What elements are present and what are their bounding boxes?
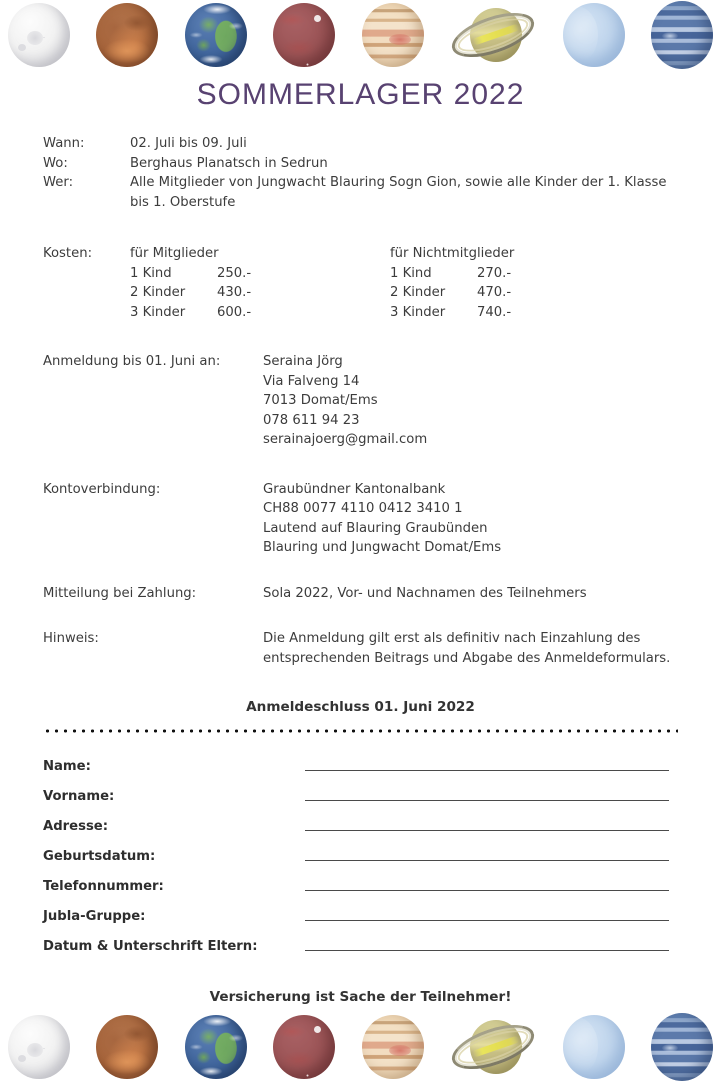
costs-nonmembers-count-2: 2 Kinder bbox=[390, 285, 446, 300]
bank-label: Kontoverbindung: bbox=[43, 481, 161, 497]
when-label: Wann: bbox=[43, 136, 85, 151]
where-value: Berghaus Planatsch in Sedrun bbox=[130, 155, 328, 171]
costs-nonmembers-header: für Nichtmitglieder bbox=[390, 246, 515, 261]
payment-note-section bbox=[43, 584, 678, 604]
where-label: Wo: bbox=[43, 155, 68, 171]
registration-section bbox=[43, 352, 678, 450]
hint-line-2: entsprechenden Beitrags und Abgabe des Anmeldeformulars. bbox=[263, 650, 671, 666]
form-label-jubla-gruppe: Jubla-Gruppe: bbox=[43, 909, 146, 924]
registration-label: Anmeldung bis 01. Juni an: bbox=[43, 354, 221, 369]
costs-members-amount-1: 250.- bbox=[217, 265, 252, 281]
who-value bbox=[130, 173, 678, 212]
form-label-adresse: Adresse: bbox=[43, 819, 109, 834]
form-label-telefonnummer: Telefonnummer: bbox=[43, 879, 164, 894]
costs-members-row-3 bbox=[130, 303, 390, 323]
dotted-cut-line bbox=[43, 729, 678, 733]
costs-members-column bbox=[130, 244, 390, 322]
mercury-icon bbox=[8, 1015, 70, 1079]
hint-section bbox=[43, 629, 678, 668]
registration-email: serainajoerg@gmail.com bbox=[263, 432, 428, 447]
form-row-vorname bbox=[43, 778, 678, 808]
planet-strip-top bbox=[0, 0, 721, 70]
registration-form bbox=[43, 748, 678, 958]
form-input-vorname[interactable] bbox=[305, 800, 669, 801]
costs-nonmembers-amount-2: 470.- bbox=[477, 285, 512, 300]
form-label-datum-unterschrift: Datum & Unterschrift Eltern: bbox=[43, 939, 258, 954]
saturn-icon bbox=[450, 1013, 536, 1081]
info-row-where bbox=[43, 154, 678, 174]
bank-name: Graubündner Kantonalbank bbox=[263, 481, 446, 497]
document-body bbox=[0, 134, 721, 1007]
bank-holder-line-1: Lautend auf Blauring Graubünden bbox=[263, 520, 488, 536]
costs-members-count-2: 2 Kinder bbox=[130, 285, 186, 300]
info-row-when bbox=[43, 134, 678, 154]
jupiter-icon bbox=[362, 3, 424, 67]
who-label: Wer: bbox=[43, 175, 74, 190]
form-label-vorname: Vorname: bbox=[43, 789, 115, 804]
neptune-icon bbox=[651, 1013, 713, 1081]
costs-nonmembers-column bbox=[390, 244, 650, 322]
costs-label: Kosten: bbox=[43, 246, 93, 261]
who-value-line-1: Alle Mitglieder von Jungwacht Blauring Sogn Gion, sowie alle Kinder der 1. Klasse bbox=[130, 175, 667, 190]
form-row-geburtsdatum bbox=[43, 838, 678, 868]
mercury-icon bbox=[8, 3, 70, 67]
form-label-geburtsdatum: Geburtsdatum: bbox=[43, 849, 156, 864]
hint-label: Hinweis: bbox=[43, 631, 99, 646]
uranus-icon bbox=[563, 3, 625, 67]
uranus-icon bbox=[563, 1015, 625, 1079]
costs-nonmembers-count-3: 3 Kinder bbox=[390, 304, 446, 320]
form-input-jubla-gruppe[interactable] bbox=[305, 920, 669, 921]
costs-nonmembers-amount-3: 740.- bbox=[477, 304, 512, 320]
form-input-adresse[interactable] bbox=[305, 830, 669, 831]
red-planet-icon bbox=[273, 3, 335, 67]
costs-nonmembers-count-1: 1 Kind bbox=[390, 265, 432, 281]
form-row-jubla-gruppe bbox=[43, 898, 678, 928]
deadline-text: Anmeldeschluss 01. Juni 2022 bbox=[246, 699, 475, 715]
costs-members-amount-2: 430.- bbox=[217, 285, 252, 300]
page-title: SOMMERLAGER 2022 bbox=[196, 78, 525, 111]
bank-value bbox=[263, 480, 678, 558]
costs-section bbox=[43, 244, 678, 322]
costs-members-header: für Mitglieder bbox=[130, 246, 219, 261]
costs-members-row-2 bbox=[130, 283, 390, 303]
costs-nonmembers-row-1 bbox=[390, 264, 650, 284]
form-input-geburtsdatum[interactable] bbox=[305, 860, 669, 861]
bank-section bbox=[43, 480, 678, 558]
earth-icon bbox=[185, 3, 247, 67]
form-row-telefonnummer bbox=[43, 868, 678, 898]
registration-value bbox=[263, 352, 678, 450]
payment-note-label: Mitteilung bei Zahlung: bbox=[43, 585, 197, 601]
hint-value bbox=[263, 629, 678, 668]
when-value: 02. Juli bis 09. Juli bbox=[130, 136, 247, 151]
payment-note-value: Sola 2022, Vor- und Nachnamen des Teilnehmers bbox=[263, 585, 587, 601]
registration-phone: 078 611 94 23 bbox=[263, 412, 360, 428]
bank-holder-line-2: Blauring und Jungwacht Domat/Ems bbox=[263, 540, 502, 555]
costs-nonmembers-amount-1: 270.- bbox=[477, 265, 512, 281]
costs-members-row-1 bbox=[130, 264, 390, 284]
costs-members-amount-3: 600.- bbox=[217, 304, 252, 320]
planet-strip-bottom bbox=[0, 1007, 721, 1086]
footer-note: Versicherung ist Sache der Teilnehmer! bbox=[209, 988, 512, 1005]
registration-line-3: 7013 Domat/Ems bbox=[263, 393, 378, 408]
form-label-name: Name: bbox=[43, 759, 91, 774]
form-row-datum-unterschrift bbox=[43, 928, 678, 958]
form-row-adresse bbox=[43, 808, 678, 838]
hint-line-1: Die Anmeldung gilt erst als definitiv nach Einzahlung des bbox=[263, 631, 641, 646]
mars-icon bbox=[96, 1015, 158, 1079]
red-planet-icon bbox=[273, 1015, 335, 1079]
neptune-icon bbox=[651, 1, 713, 69]
registration-line-1: Seraina Jörg bbox=[263, 354, 343, 369]
earth-icon bbox=[185, 1015, 247, 1079]
registration-line-2: Via Falveng 14 bbox=[263, 373, 360, 389]
form-row-name bbox=[43, 748, 678, 778]
info-row-who bbox=[43, 173, 678, 212]
costs-members-count-3: 3 Kinder bbox=[130, 304, 186, 320]
mars-icon bbox=[96, 3, 158, 67]
form-input-telefonnummer[interactable] bbox=[305, 890, 669, 891]
who-value-line-2: bis 1. Oberstufe bbox=[130, 194, 236, 210]
costs-nonmembers-row-3 bbox=[390, 303, 650, 323]
jupiter-icon bbox=[362, 1015, 424, 1079]
saturn-icon bbox=[450, 1, 536, 69]
costs-members-count-1: 1 Kind bbox=[130, 265, 172, 281]
bank-iban: CH88 0077 4110 0412 3410 1 bbox=[263, 501, 463, 516]
costs-nonmembers-row-2 bbox=[390, 283, 650, 303]
form-input-name[interactable] bbox=[305, 770, 669, 771]
form-input-datum-unterschrift[interactable] bbox=[305, 950, 669, 951]
